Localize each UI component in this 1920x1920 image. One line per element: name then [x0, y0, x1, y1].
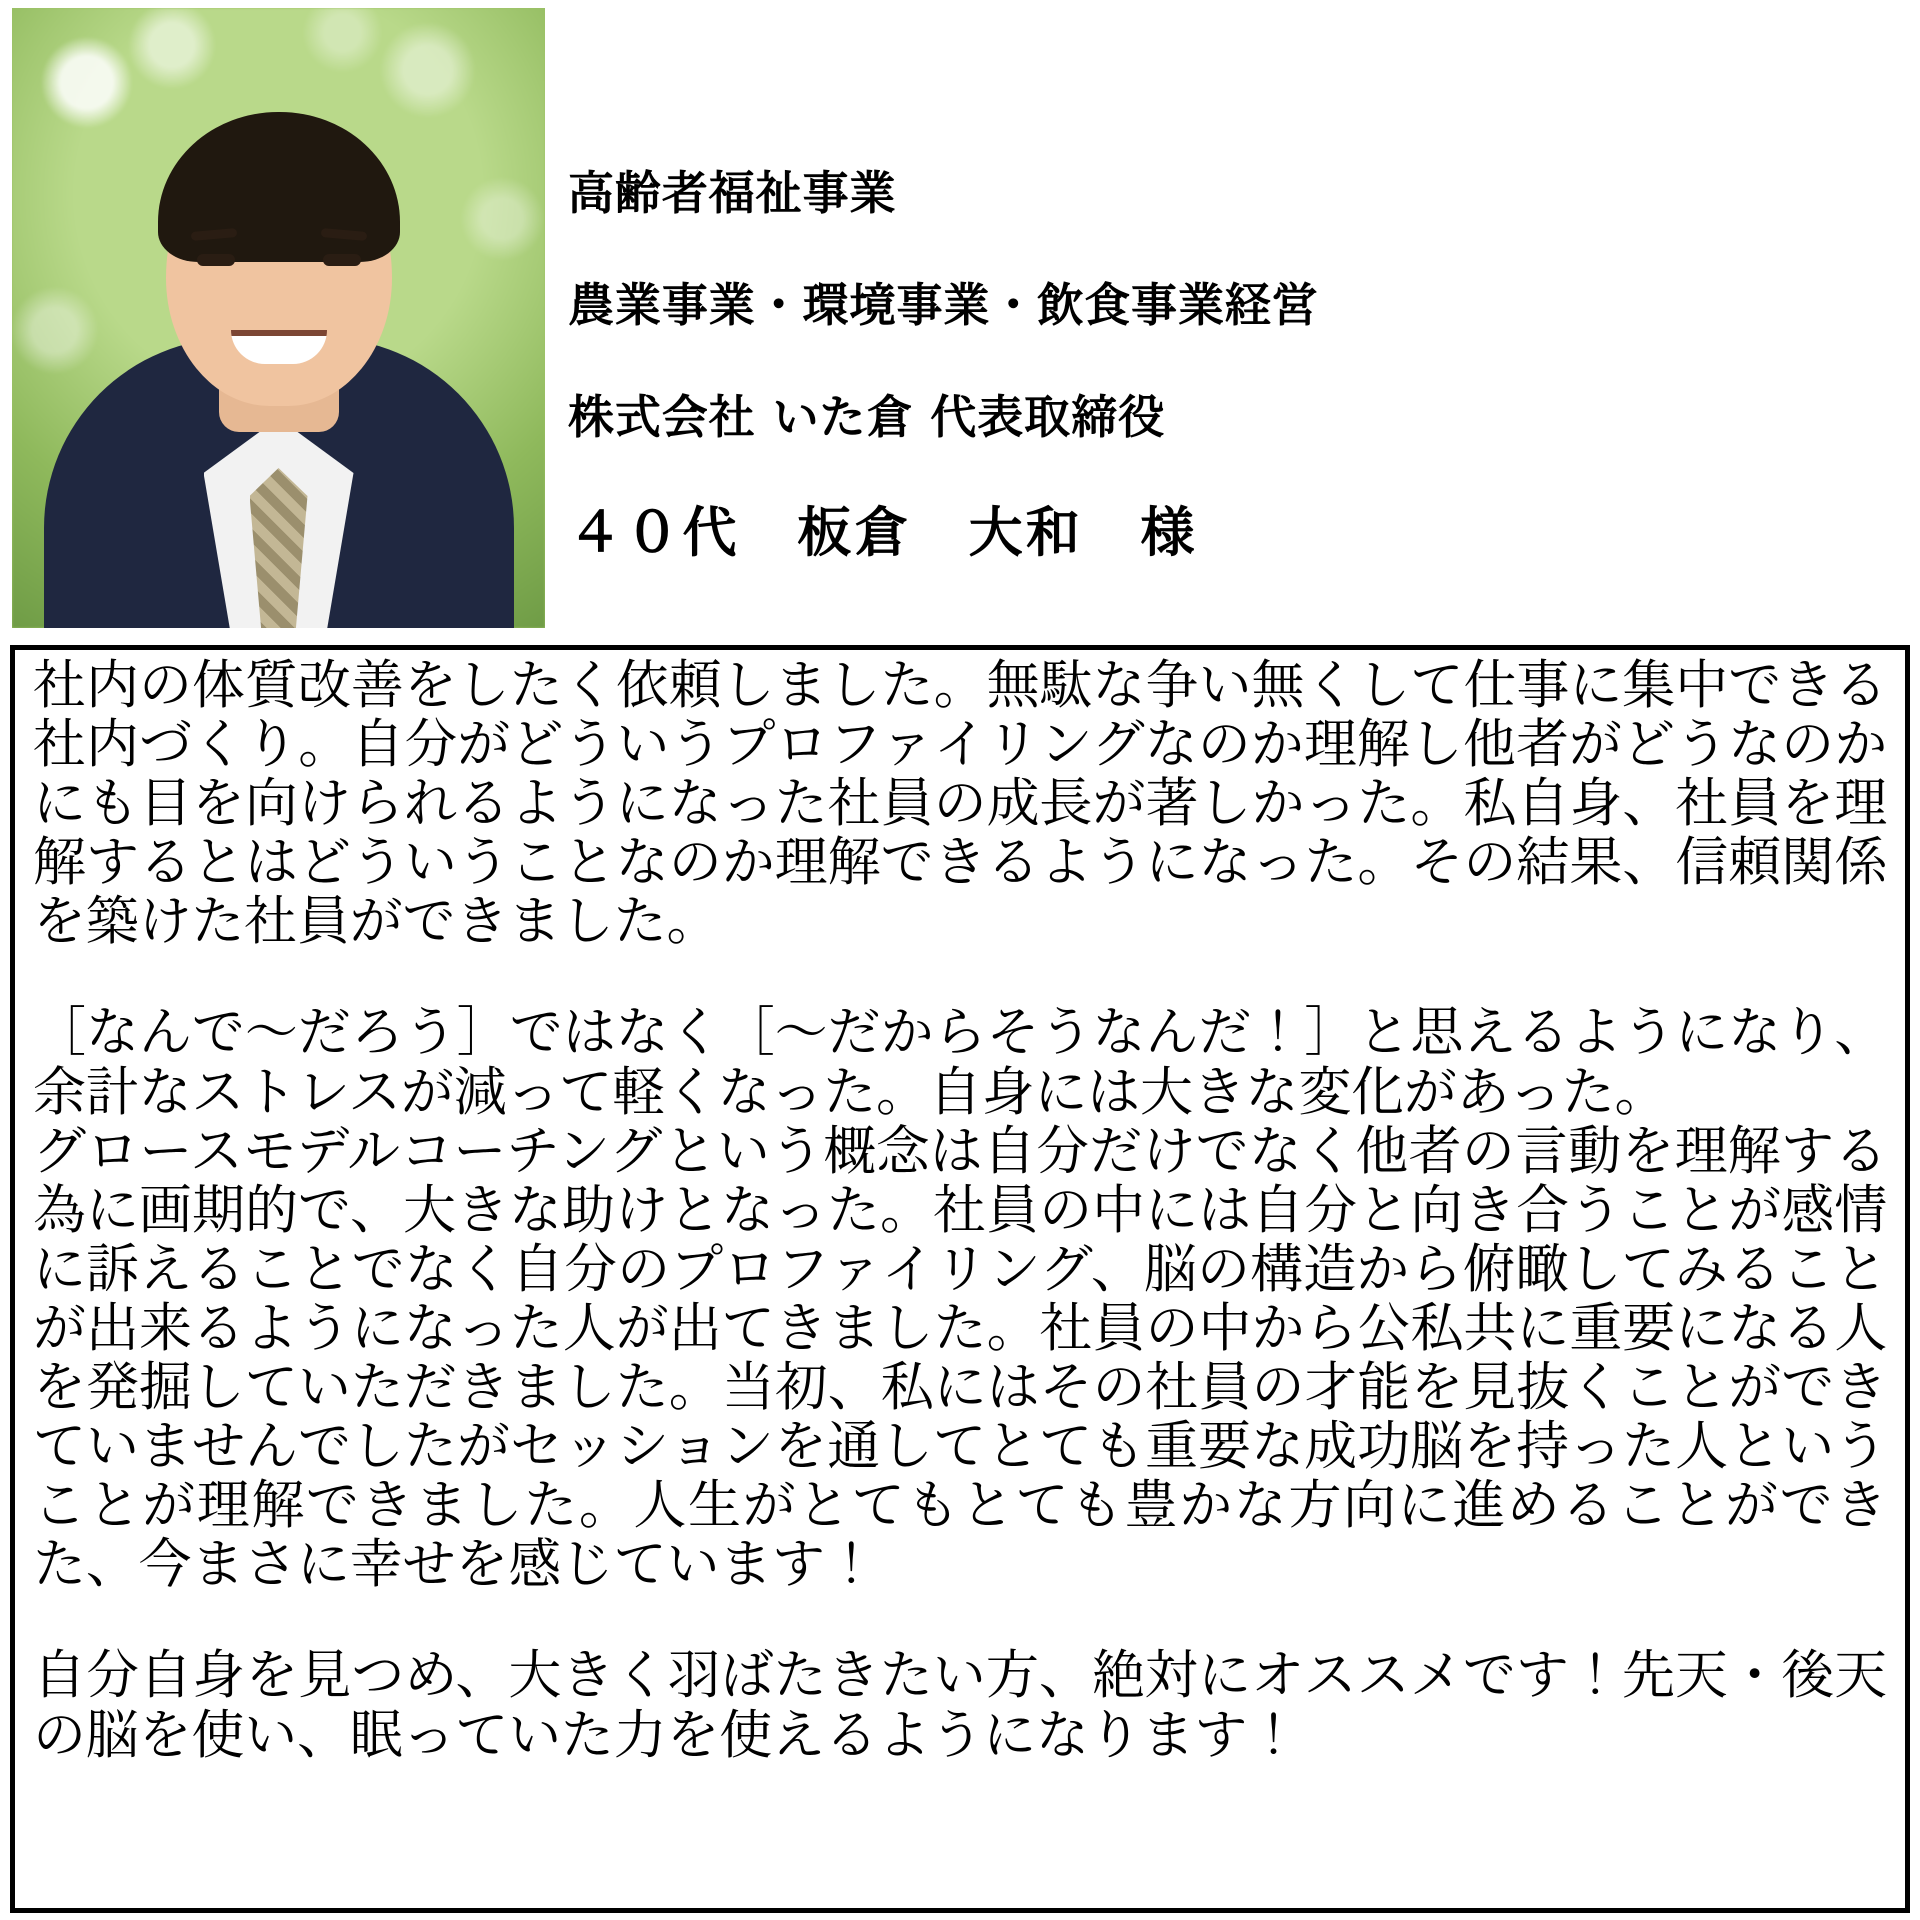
testimonial-paragraph: グロースモデルコーチングという概念は自分だけでなく他者の言動を理解する為に画期的で、大きな助けとなった。社員の中には自分と向き合うことが感情に訴えることでなく自分のプロファイリング、脳の構造から俯瞰してみることが出来るようになった人が出てきました。社員の中から公私共に重要になる人を発掘していただきました。当初、私にはその社員の才能を見抜くことができていませんでしたがセッションを通してとても重要な成功脳を持った人ということが理解できました。人生がとてもとても豊かな方向に進めることができた、今まさに幸せを感じています！ — [33, 1120, 1887, 1596]
testimonial-paragraph: 社内の体質改善をしたく依頼しました。無駄な争い無くして仕事に集中できる社内づくり。自分がどういうプロファイリングなのか理解し他者がどうなのかにも目を向けられるようになった社員の成長が著しかった。私自身、社員を理解するとはどういうことなのか理解できるようになった。その結果、信頼関係を築けた社員ができました。 — [33, 655, 1887, 953]
testimonial-paragraph: ［なんで〜だろう］ではなく［〜だからそうなんだ！］と思えるようになり、余計なストレスが減って軽くなった。自身には大きな変化があった。 — [33, 1002, 1887, 1123]
profile-line-name: ４０代 板倉 大和 様 — [568, 501, 1198, 564]
testimonial-body — [10, 645, 1910, 1913]
profile-line-company-title: 株式会社 いた倉 代表取締役 — [568, 390, 1165, 444]
profile-line-business-2: 農業事業・環境事業・飲食事業経営 — [568, 278, 1319, 332]
testimonial-paragraph: 自分自身を見つめ、大きく羽ばたきたい方、絶対にオススメです！先天・後天の脳を使い、眠っていた力を使えるようになります！ — [33, 1645, 1887, 1766]
eye-left — [197, 254, 235, 266]
profile-line-business-1: 高齢者福祉事業 — [568, 166, 897, 220]
eye-right — [323, 254, 361, 266]
portrait-photo — [12, 8, 545, 628]
profile-header — [0, 0, 1920, 642]
profile-text-block — [568, 0, 1898, 630]
